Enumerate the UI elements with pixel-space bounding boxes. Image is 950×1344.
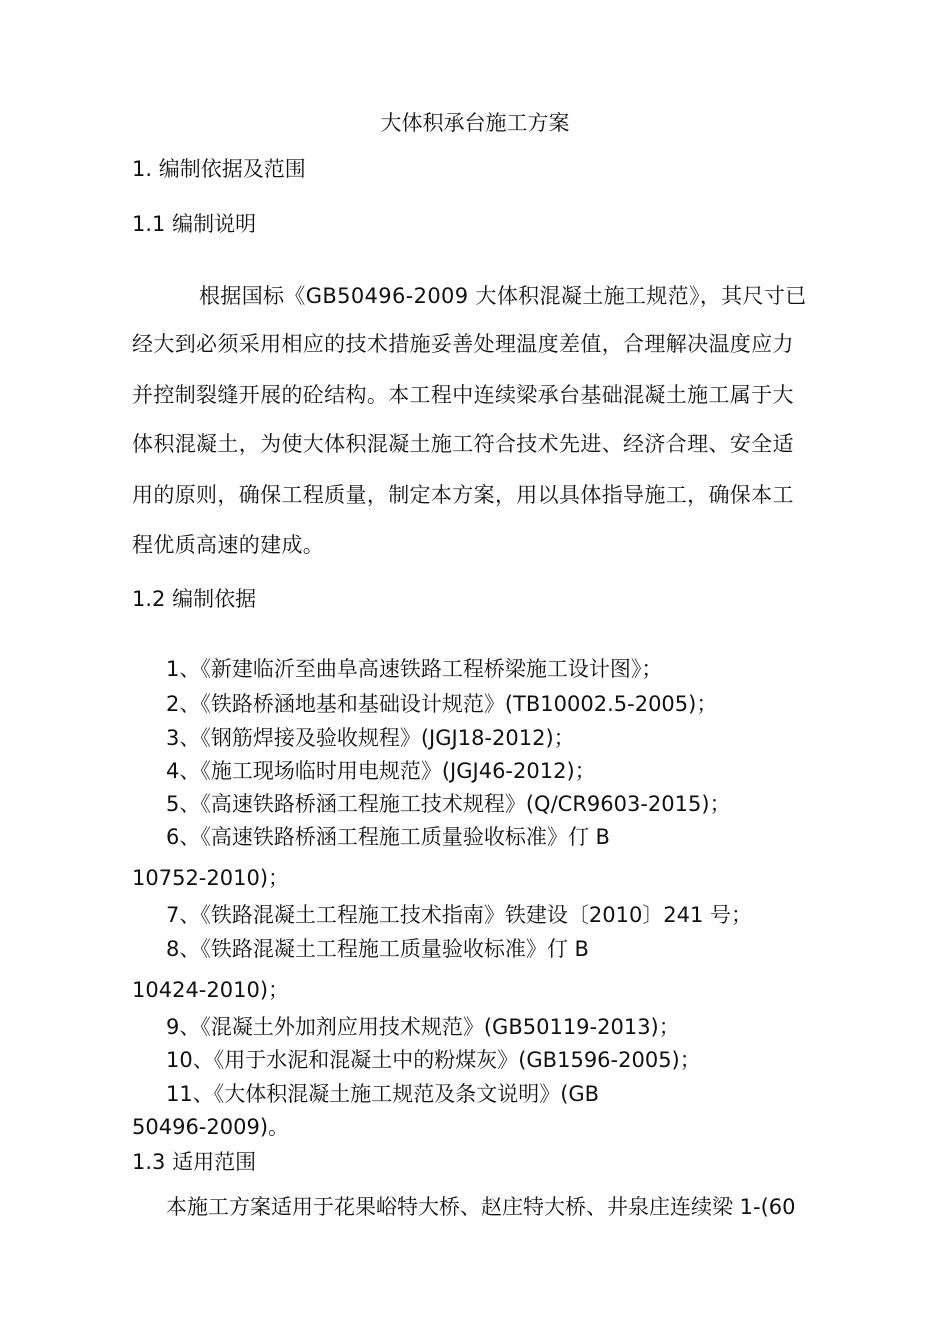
list-item-continuation: 50496-2009)。 — [132, 1115, 290, 1139]
list-item: 11、《大体积混凝土施工规范及条文说明》(GB — [166, 1082, 600, 1106]
section-1-3-paragraph: 本施工方案适用于花果峪特大桥、赵庄特大桥、井泉庄连续梁 1-(60 — [166, 1195, 796, 1219]
list-item: 1、《新建临沂至曲阜高速铁路工程桥梁施工设计图》； — [166, 657, 663, 681]
list-item: 2、《铁路桥涵地基和基础设计规范》(TB10002.5-2005)； — [166, 692, 718, 716]
section-1-heading: 1. 编制依据及范围 — [132, 157, 306, 181]
paragraph-line: 体积混凝土，为使大体积混凝土施工符合技术先进、经济合理、安全适 — [132, 432, 794, 456]
paragraph-line: 程优质高速的建成。 — [132, 533, 325, 557]
paragraph-line: 经大到必须采用相应的技术措施妥善处理温度差值，合理解决温度应力 — [132, 332, 794, 356]
list-item: 7、《铁路混凝土工程施工技术指南》铁建设〔2010〕241 号； — [166, 903, 753, 927]
list-item: 10、《用于水泥和混凝土中的粉煤灰》(GB1596-2005)； — [166, 1048, 701, 1072]
list-item: 9、《混凝土外加剂应用技术规范》(GB50119-2013)； — [166, 1015, 680, 1039]
section-1-2-heading: 1.2 编制依据 — [132, 587, 257, 611]
paragraph-line: 根据国标《GB50496-2009 大体积混凝土施工规范》，其尺寸已 — [199, 284, 807, 308]
list-item: 3、《钢筋焊接及验收规程》(JGJ18-2012)； — [166, 726, 575, 750]
list-item-continuation: 10752-2010)； — [132, 866, 290, 890]
paragraph-line: 用的原则，确保工程质量，制定本方案，用以具体指导施工，确保本工 — [132, 483, 794, 507]
section-1-1-heading: 1.1 编制说明 — [132, 212, 257, 236]
list-item: 5、《高速铁路桥涵工程施工技术规程》(Q/CR9603-2015)； — [166, 792, 731, 816]
paragraph-line: 并控制裂缝开展的砼结构。本工程中连续梁承台基础混凝土施工属于大 — [132, 383, 794, 407]
section-1-3-heading: 1.3 适用范围 — [132, 1150, 257, 1174]
list-item: 4、《施工现场临时用电规范》(JGJ46-2012)； — [166, 759, 596, 783]
list-item: 8、《铁路混凝土工程施工质量验收标准》仃 B — [166, 937, 589, 961]
list-item: 6、《高速铁路桥涵工程施工质量验收标准》仃 B — [166, 825, 610, 849]
list-item-continuation: 10424-2010)； — [132, 978, 290, 1002]
document-title: 大体积承台施工方案 — [380, 111, 570, 135]
